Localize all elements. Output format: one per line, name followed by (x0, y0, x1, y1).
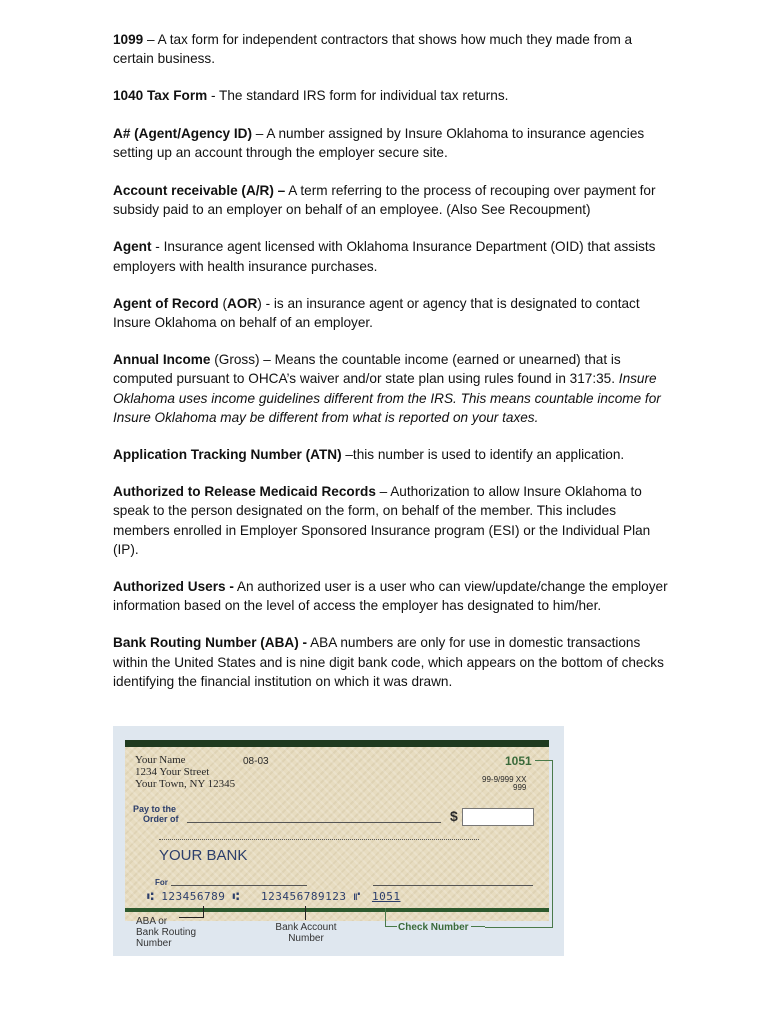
glossary (113, 30, 673, 709)
amount-words-line (159, 839, 479, 840)
glossary-entry-atn (113, 445, 673, 464)
order-of-label: Order of (143, 814, 179, 824)
definition: – A number assigned by Insure Oklahoma to insurance agencies setting up an account through the employer secure site. (113, 125, 645, 160)
account-callout-line (305, 906, 306, 920)
micr-check-number: 1051 (372, 890, 401, 903)
account-callout-label: Bank Account Number (275, 922, 337, 944)
glossary-entry-agent-of-record (113, 294, 673, 332)
definition: A term referring to the process of recouping over payment for subsidy paid to an employer on behalf of an employee. (Also See Recoupment) (113, 183, 656, 218)
term: 1099 (113, 32, 144, 47)
term-abbrev: AOR (227, 295, 258, 311)
memo-line (171, 885, 307, 886)
memo-label: For (155, 878, 168, 887)
term: Agent (113, 239, 152, 255)
micr-account-number: 123456789123 ⑈ (261, 890, 361, 903)
payer-town: Your Town, NY 12345 (135, 778, 236, 790)
term: Application Tracking Number (ATN) (113, 447, 342, 463)
glossary-entry-authorized-users (113, 577, 673, 615)
payee-line (187, 822, 441, 823)
top-number-callout-vertical (552, 760, 553, 928)
micr-routing-number: ⑆ 123456789 ⑆ (147, 890, 240, 903)
check-date: 08-03 (243, 756, 269, 767)
term: Bank Routing Number (ABA) - (113, 635, 308, 651)
check-number-callout-line (385, 908, 386, 927)
glossary-entry-agent (113, 237, 673, 275)
definition: (Gross) – Means the countable income (earned or unearned) that is computed pursuant to OHCA’s waiver and/or state plan using rules found in 317:35. (113, 352, 621, 387)
signature-line (373, 885, 533, 886)
definition: An authorized user is a user who can view/update/change the employer information based on the level of access the employer has designated to him/her. (113, 579, 668, 614)
term: Account receivable (A/R) – (113, 183, 286, 199)
top-number-callout-join (485, 927, 553, 928)
pay-to-label: Pay to the (133, 804, 177, 814)
fraction-code-2: 999 (513, 783, 527, 792)
bank-name: YOUR BANK (159, 847, 248, 864)
aba-callout-label: ABA or Bank Routing Number (136, 916, 197, 949)
definition: ) - is an insurance agent or agency that is designated to contact Insure Oklahoma on behalf of an employer. (113, 295, 640, 331)
definition: - The standard IRS form for individual tax returns. (207, 88, 509, 104)
term: Agent of Record (113, 295, 219, 311)
definition: –this number is used to identify an application. (341, 447, 625, 463)
check-number-callout-label: Check Number (398, 922, 469, 933)
definition-part: ( (218, 295, 228, 311)
fraction-code: 99-9/999 XX (482, 775, 527, 784)
payer-name: Your Name (135, 754, 186, 766)
term: Annual Income (113, 352, 211, 368)
term: A# (Agent/Agency ID) (113, 125, 252, 141)
dollar-sign: $ (450, 808, 458, 824)
glossary-entry-medicaid-records (113, 482, 673, 559)
glossary-entry-1099 (113, 30, 673, 68)
definition: - Insurance agent licensed with Oklahoma Insurance Department (OID) that assists employers with health insurance purchases. (113, 239, 656, 274)
check-number-callout-tail (471, 926, 485, 927)
term: Authorized to Release Medicaid Records (113, 484, 376, 500)
glossary-entry-annual-income (113, 350, 673, 427)
term: 1040 Tax Form (113, 88, 208, 104)
definition-note: Insure Oklahoma uses income guidelines different from the IRS. This means countable income for Insure Oklahoma may be different from what is reported on your taxes. (113, 371, 661, 425)
term: Authorized Users - (113, 579, 234, 595)
amount-box (462, 808, 534, 826)
check-number: 1051 (505, 754, 532, 768)
definition: – Authorization to allow Insure Oklahoma to speak to the person designated on the form, on behalf of the member. This includes members enrolled in Employer Sponsored Insurance program (ESI) or the Individual Plan (IP). (113, 484, 651, 557)
top-number-callout-line (535, 760, 553, 761)
glossary-entry-1040 (113, 86, 673, 105)
payer-street: 1234 Your Street (135, 766, 210, 778)
check-number-callout-line-h (385, 926, 397, 927)
glossary-entry-account-receivable (113, 181, 673, 219)
glossary-entry-bank-routing (113, 633, 673, 691)
definition: – A tax form for independent contractors that shows how much they made from a certain business. (113, 32, 633, 67)
glossary-entry-agency-id (113, 124, 673, 162)
definition: ABA numbers are only for use in domestic transactions within the United States and is nine digit bank code, which appears on the bottom of checks identifying the financial institution on which it was drawn. (113, 635, 664, 689)
check-bottom-band (125, 908, 549, 912)
check-diagram (113, 726, 564, 956)
